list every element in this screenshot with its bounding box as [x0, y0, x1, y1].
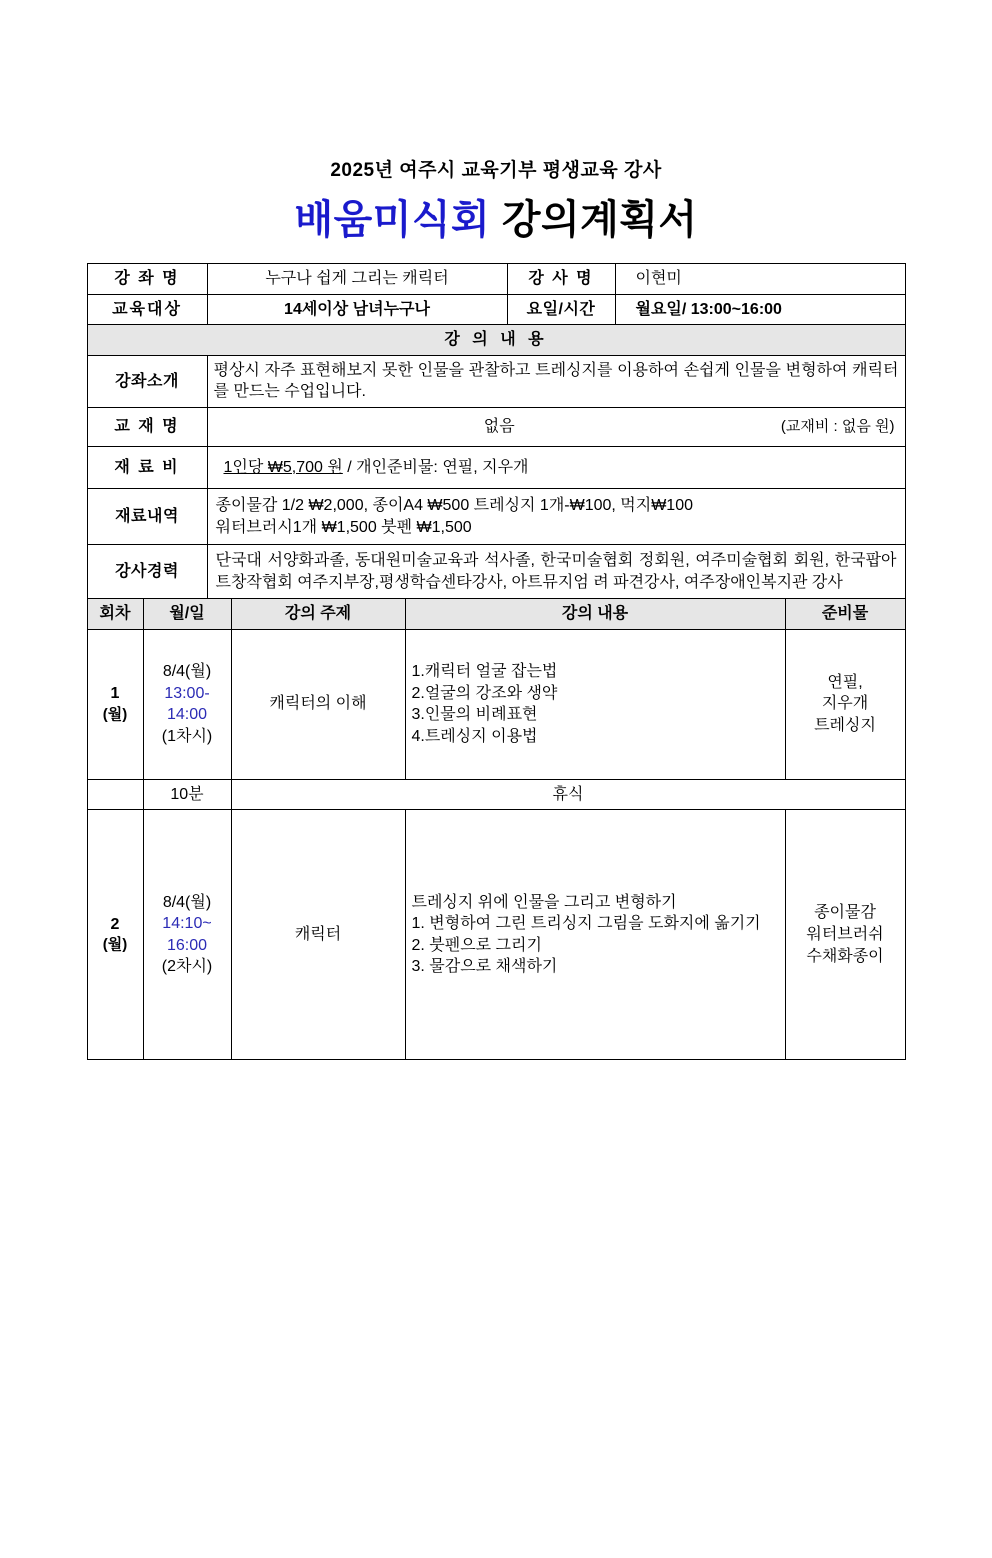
schedule-row2-prep-line1: 종이물감: [814, 904, 876, 922]
page-title: [0, 188, 992, 245]
schedule-row1-date: [143, 629, 231, 779]
material-fee-rest: / 개인준비물: 연필, 지우개: [342, 458, 529, 476]
table-row-material-fee: [87, 446, 905, 489]
schedule-row2-prep: [785, 810, 905, 1060]
schedule-row2-content-line1: 트레싱지 위에 인물을 그리고 변형하기: [411, 893, 677, 911]
schedule-row1-content-line2: 2.얼굴의 강조와 생약: [411, 684, 558, 702]
schedule-row2-content-line2: 1. 변형하여 그린 트리싱지 그림을 도화지에 옮기기: [411, 915, 761, 933]
schedule-row1-content-line1: 1.캐릭터 얼굴 잡는법: [411, 662, 558, 680]
intro-value: 평상시 자주 표현해보지 못한 인물을 관찰하고 트레싱지를 이용하여 손쉽게 인물을 변형하여 캐릭터를 만드는 수업입니다.: [207, 355, 905, 407]
career-label: 강사경력: [87, 545, 207, 599]
schedule-col-date: 월/일: [143, 599, 231, 630]
schedule-row1-no: [87, 629, 143, 779]
schedule-row1-prep-line1: 연필,: [827, 673, 863, 691]
schedule-col-content: 강의 내용: [405, 599, 785, 630]
intro-label: 강좌소개: [87, 355, 207, 407]
schedule-row2-content-line4: 3. 물감으로 채색하기: [411, 958, 558, 976]
table-row-section-band: [87, 325, 905, 356]
schedule-col-no: 회차: [87, 599, 143, 630]
schedule-row2-topic: 캐릭터: [231, 810, 405, 1060]
textbook-value: 없음: [483, 417, 515, 435]
table-row-intro: [87, 355, 905, 407]
schedule-row1-prep-line3: 트레싱지: [814, 716, 876, 734]
page-title-black: 강의계획서: [501, 198, 698, 242]
schedule-row1-time-line2: 14:00: [166, 706, 208, 724]
career-value: 단국대 서양화과졸, 동대원미술교육과 석사졸, 한국미술협회 정회원, 여주미술협회 회원, 한국팝아트창작협회 여주지부장,평생학습센타강사, 아트뮤지엄 려 파견강사, 여주장애인복지관 강사: [207, 545, 905, 599]
table-row-break: [87, 779, 905, 810]
table-row: [87, 810, 905, 1060]
document-page: [0, 155, 992, 1558]
schedule-row2-time-line1: 14:10~: [162, 915, 212, 933]
course-name-label: 강 좌 명: [87, 264, 207, 295]
textbook-label: 교 재 명: [87, 407, 207, 446]
schedule-row1-content-line3: 3.인물의 비례표현: [411, 706, 538, 724]
schedule-row2-no-sub: (월): [102, 936, 128, 954]
schedule-row1-prep-line2: 지우개: [821, 695, 869, 713]
schedule-col-topic: 강의 주제: [231, 599, 405, 630]
schedule-row2-no-value: 2: [110, 915, 120, 933]
break-duration: 10분: [143, 779, 231, 810]
schedule-row2-no: [87, 810, 143, 1060]
schedule-row1-topic: 캐릭터의 이해: [231, 629, 405, 779]
day-time-label: 요일/시간: [507, 294, 615, 325]
material-fee-cell: [207, 446, 905, 489]
schedule-row1-prep: [785, 629, 905, 779]
material-fee-value: 1인당 ₩5,700 원: [223, 458, 343, 476]
material-fee-label: 재 료 비: [87, 446, 207, 489]
schedule-table: [87, 598, 906, 1060]
schedule-row2-prep-line2: 워터브러쉬: [806, 925, 884, 943]
schedule-header-row: [87, 599, 905, 630]
schedule-row2-content-line3: 2. 붓펜으로 그리기: [411, 936, 542, 954]
schedule-row1-time-line1: 13:00-: [164, 684, 210, 702]
instructor-value: 이현미: [615, 264, 905, 295]
target-value: 14세이상 남녀누구나: [207, 294, 507, 325]
schedule-row1-no-sub: (월): [102, 705, 128, 723]
schedule-row1-date-value: 8/4(월): [162, 662, 212, 680]
schedule-row2-content: [405, 810, 785, 1060]
schedule-row2-session: (2차시): [161, 958, 213, 976]
material-detail-line1: 종이물감 1/2 ₩2,000, 종이A4 ₩500 트레싱지 1개-₩100, 먹지₩100: [215, 497, 694, 515]
table-row-course-name: [87, 264, 905, 295]
material-detail-line2: 워터브러시1개 ₩1,500 붓펜 ₩1,500: [215, 518, 472, 536]
table-row-career: [87, 545, 905, 599]
table-row-material-detail: [87, 489, 905, 545]
schedule-row2-date-value: 8/4(월): [162, 893, 212, 911]
textbook-cell: [207, 407, 905, 446]
course-name-value: 누구나 쉽게 그리는 캐릭터: [207, 264, 507, 295]
material-detail-label: 재료내역: [87, 489, 207, 545]
schedule-row2-prep-line3: 수채화종이: [806, 947, 884, 965]
schedule-col-prep: 준비물: [785, 599, 905, 630]
day-time-value: 월요일/ 13:00~16:00: [615, 294, 905, 325]
break-label: 휴식: [231, 779, 905, 810]
textbook-fee: (교재비 : 없음 원): [780, 417, 895, 435]
page-title-blue: 배움미식회: [294, 198, 491, 242]
break-spacer: [87, 779, 143, 810]
table-row-textbook: [87, 407, 905, 446]
course-info-table: [87, 263, 906, 600]
target-label: 교육대상: [87, 294, 207, 325]
instructor-label: 강 사 명: [507, 264, 615, 295]
material-detail-cell: [207, 489, 905, 545]
header-subtitle: 2025년 여주시 교육기부 평생교육 강사: [330, 160, 662, 181]
table-row-target: [87, 294, 905, 325]
schedule-row1-content-line4: 4.트레싱지 이용법: [411, 727, 538, 745]
section-band-label: 강 의 내 용: [87, 325, 905, 356]
schedule-row1-no-value: 1: [110, 685, 120, 703]
table-row: [87, 629, 905, 779]
document-header: [0, 155, 992, 245]
schedule-row2-date: [143, 810, 231, 1060]
schedule-row1-session: (1차시): [161, 727, 213, 745]
schedule-row1-content: [405, 629, 785, 779]
schedule-row2-time-line2: 16:00: [166, 936, 208, 954]
